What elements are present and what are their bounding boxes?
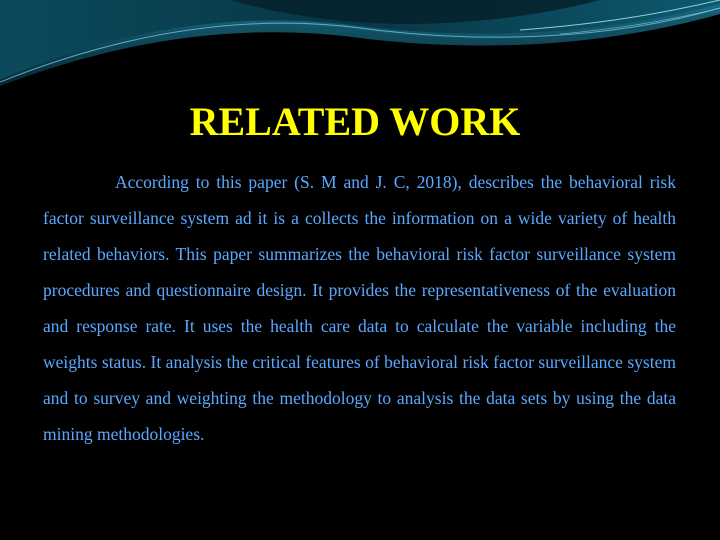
header-wave-decoration <box>0 0 720 90</box>
slide-title: RELATED WORK <box>189 99 521 144</box>
body-paragraph: According to this paper (S. M and J. C, 2018), describes the behavioral risk factor surveillance system ad it is a collects the information on a wide variety of health related behaviors. This paper summarizes the behavioral risk factor surveillance system procedures and questionnaire design. It provides the representativeness of the evaluation and response rate. It uses the health care data to calculate the variable including the weights status. It analysis the critical features of behavioral risk factor surveillance system and to survey and weighting the methodology to analysis the data sets by using the data mining methodologies. <box>43 172 676 444</box>
